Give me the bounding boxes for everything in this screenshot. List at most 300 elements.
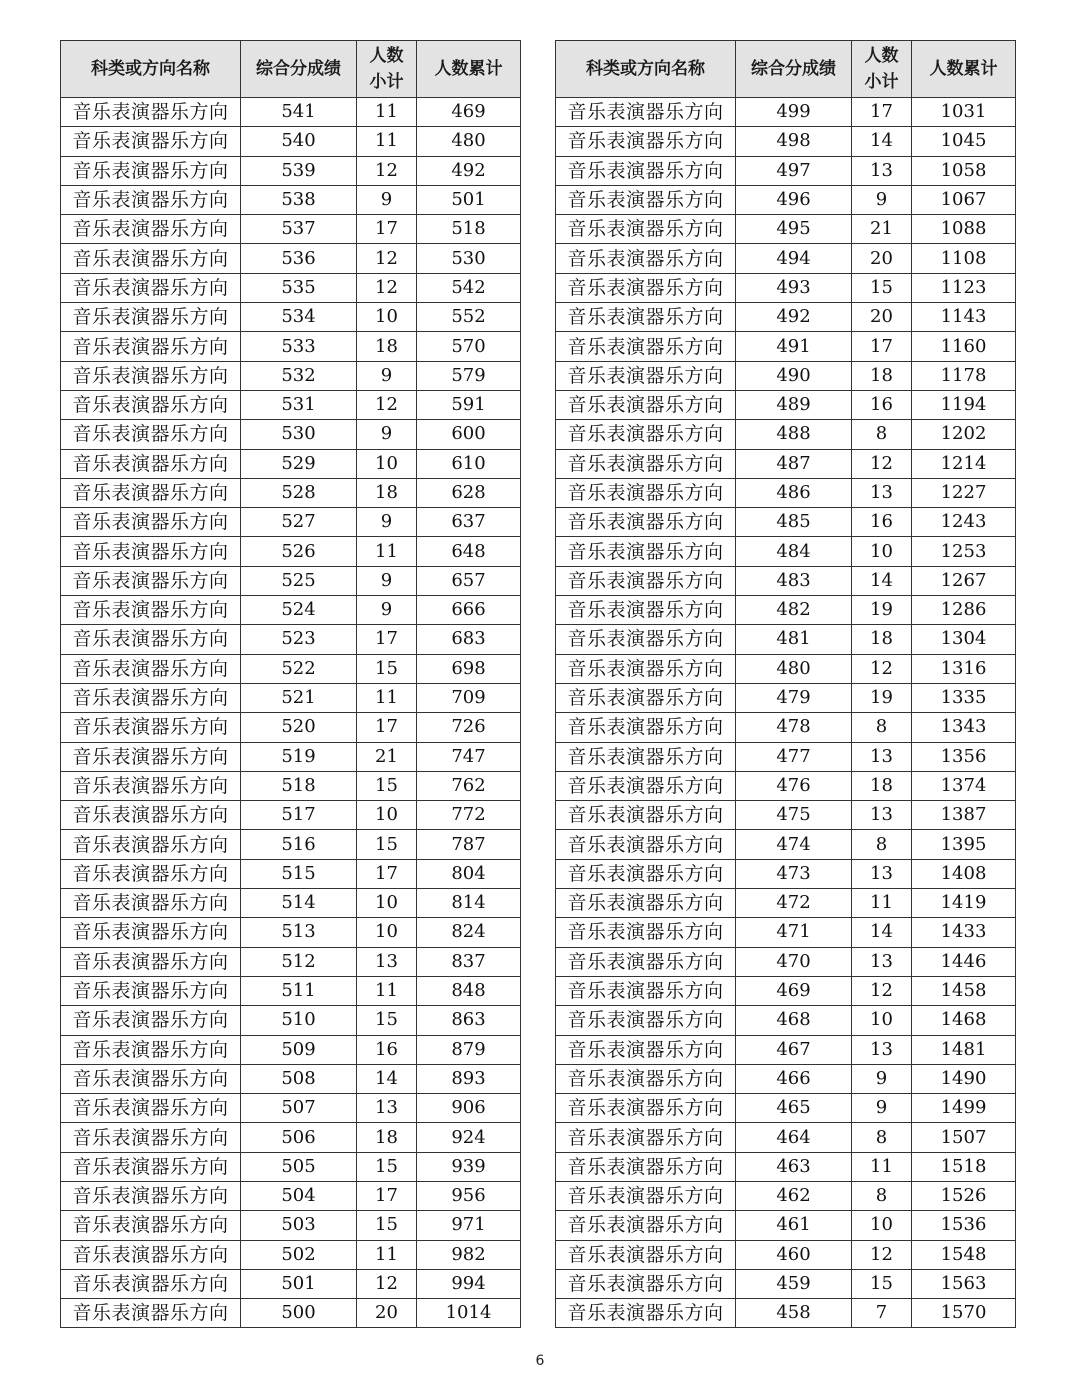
cell-count: 10 xyxy=(357,889,417,918)
cell-score: 498 xyxy=(736,127,852,156)
cell-cumulative: 552 xyxy=(417,303,521,332)
cell-name: 音乐表演器乐方向 xyxy=(556,1006,736,1035)
cell-count: 14 xyxy=(852,918,912,947)
cell-count: 15 xyxy=(357,1006,417,1035)
cell-score: 463 xyxy=(736,1152,852,1181)
cell-name: 音乐表演器乐方向 xyxy=(556,625,736,654)
table-header xyxy=(61,41,521,98)
cell-score: 482 xyxy=(736,596,852,625)
table-row xyxy=(556,713,1016,742)
table-row xyxy=(556,273,1016,302)
cell-name: 音乐表演器乐方向 xyxy=(61,332,241,361)
cell-cumulative: 1202 xyxy=(912,420,1016,449)
table-row xyxy=(61,127,521,156)
cell-score: 481 xyxy=(736,625,852,654)
cell-count: 14 xyxy=(852,127,912,156)
cell-name: 音乐表演器乐方向 xyxy=(61,98,241,127)
table-row xyxy=(61,801,521,830)
cell-count: 21 xyxy=(357,742,417,771)
cell-score: 484 xyxy=(736,537,852,566)
cell-score: 507 xyxy=(241,1094,357,1123)
cell-count: 19 xyxy=(852,596,912,625)
cell-name: 音乐表演器乐方向 xyxy=(61,1123,241,1152)
cell-name: 音乐表演器乐方向 xyxy=(61,1094,241,1123)
cell-cumulative: 1214 xyxy=(912,449,1016,478)
cell-name: 音乐表演器乐方向 xyxy=(61,976,241,1005)
cell-score: 525 xyxy=(241,566,357,595)
cell-score: 496 xyxy=(736,185,852,214)
header-count-line1: 人数 xyxy=(369,46,404,66)
cell-cumulative: 683 xyxy=(417,625,521,654)
cell-count: 10 xyxy=(852,1211,912,1240)
table-row xyxy=(556,1035,1016,1064)
table-row xyxy=(61,683,521,712)
cell-cumulative: 637 xyxy=(417,508,521,537)
cell-score: 513 xyxy=(241,918,357,947)
header-name: 科类或方向名称 xyxy=(556,41,736,98)
cell-name: 音乐表演器乐方向 xyxy=(556,1211,736,1240)
cell-score: 538 xyxy=(241,185,357,214)
table-row xyxy=(61,537,521,566)
header-count xyxy=(852,41,912,98)
header-count-line1: 人数 xyxy=(864,46,899,66)
cell-count: 10 xyxy=(852,537,912,566)
table-header xyxy=(556,41,1016,98)
table-row xyxy=(61,478,521,507)
cell-name: 音乐表演器乐方向 xyxy=(61,1152,241,1181)
cell-name: 音乐表演器乐方向 xyxy=(556,801,736,830)
cell-cumulative: 698 xyxy=(417,654,521,683)
cell-count: 17 xyxy=(357,1181,417,1210)
cell-count: 15 xyxy=(357,771,417,800)
table-row xyxy=(61,244,521,273)
cell-name: 音乐表演器乐方向 xyxy=(61,625,241,654)
header-row xyxy=(61,41,521,98)
cell-count: 17 xyxy=(357,859,417,888)
cell-name: 音乐表演器乐方向 xyxy=(61,683,241,712)
cell-count: 9 xyxy=(357,596,417,625)
cell-cumulative: 530 xyxy=(417,244,521,273)
cell-score: 462 xyxy=(736,1181,852,1210)
cell-count: 12 xyxy=(357,156,417,185)
table-row xyxy=(556,127,1016,156)
cell-name: 音乐表演器乐方向 xyxy=(556,185,736,214)
cell-cumulative: 772 xyxy=(417,801,521,830)
cell-count: 20 xyxy=(357,1299,417,1328)
cell-cumulative: 824 xyxy=(417,918,521,947)
cell-name: 音乐表演器乐方向 xyxy=(556,449,736,478)
cell-cumulative: 570 xyxy=(417,332,521,361)
cell-name: 音乐表演器乐方向 xyxy=(61,889,241,918)
cell-cumulative: 837 xyxy=(417,947,521,976)
table-body xyxy=(61,98,521,1328)
table-row xyxy=(556,859,1016,888)
cell-score: 477 xyxy=(736,742,852,771)
cell-score: 494 xyxy=(736,244,852,273)
cell-name: 音乐表演器乐方向 xyxy=(61,1035,241,1064)
cell-count: 21 xyxy=(852,215,912,244)
cell-score: 468 xyxy=(736,1006,852,1035)
cell-name: 音乐表演器乐方向 xyxy=(556,889,736,918)
cell-score: 520 xyxy=(241,713,357,742)
cell-name: 音乐表演器乐方向 xyxy=(556,1299,736,1328)
score-table-right xyxy=(555,40,1016,1328)
cell-name: 音乐表演器乐方向 xyxy=(556,1240,736,1269)
table-row xyxy=(556,215,1016,244)
table-row xyxy=(556,98,1016,127)
cell-cumulative: 1563 xyxy=(912,1269,1016,1298)
cell-name: 音乐表演器乐方向 xyxy=(556,947,736,976)
cell-count: 11 xyxy=(357,976,417,1005)
cell-count: 9 xyxy=(357,361,417,390)
cell-name: 音乐表演器乐方向 xyxy=(556,537,736,566)
cell-name: 音乐表演器乐方向 xyxy=(556,596,736,625)
cell-score: 508 xyxy=(241,1064,357,1093)
cell-score: 530 xyxy=(241,420,357,449)
table-row xyxy=(61,596,521,625)
cell-score: 471 xyxy=(736,918,852,947)
cell-cumulative: 1507 xyxy=(912,1123,1016,1152)
table-row xyxy=(61,1299,521,1328)
cell-score: 486 xyxy=(736,478,852,507)
cell-count: 11 xyxy=(852,1152,912,1181)
cell-cumulative: 848 xyxy=(417,976,521,1005)
cell-score: 505 xyxy=(241,1152,357,1181)
table-row xyxy=(61,889,521,918)
cell-score: 541 xyxy=(241,98,357,127)
cell-name: 音乐表演器乐方向 xyxy=(61,303,241,332)
cell-name: 音乐表演器乐方向 xyxy=(556,215,736,244)
cell-cumulative: 1227 xyxy=(912,478,1016,507)
table-row xyxy=(556,830,1016,859)
cell-score: 470 xyxy=(736,947,852,976)
cell-cumulative: 747 xyxy=(417,742,521,771)
cell-name: 音乐表演器乐方向 xyxy=(556,742,736,771)
cell-count: 10 xyxy=(852,1006,912,1035)
cell-cumulative: 863 xyxy=(417,1006,521,1035)
table-row xyxy=(61,156,521,185)
cell-name: 音乐表演器乐方向 xyxy=(556,1035,736,1064)
cell-cumulative: 1468 xyxy=(912,1006,1016,1035)
cell-cumulative: 1548 xyxy=(912,1240,1016,1269)
cell-score: 473 xyxy=(736,859,852,888)
table-row xyxy=(61,654,521,683)
cell-cumulative: 600 xyxy=(417,420,521,449)
cell-name: 音乐表演器乐方向 xyxy=(61,947,241,976)
cell-name: 音乐表演器乐方向 xyxy=(556,303,736,332)
cell-count: 13 xyxy=(852,859,912,888)
cell-cumulative: 492 xyxy=(417,156,521,185)
cell-cumulative: 726 xyxy=(417,713,521,742)
cell-count: 18 xyxy=(357,1123,417,1152)
table-row xyxy=(61,918,521,947)
cell-cumulative: 971 xyxy=(417,1211,521,1240)
cell-cumulative: 1526 xyxy=(912,1181,1016,1210)
cell-name: 音乐表演器乐方向 xyxy=(61,449,241,478)
table-row xyxy=(61,566,521,595)
cell-score: 501 xyxy=(241,1269,357,1298)
table-row xyxy=(556,976,1016,1005)
cell-count: 17 xyxy=(357,713,417,742)
cell-score: 536 xyxy=(241,244,357,273)
cell-name: 音乐表演器乐方向 xyxy=(556,683,736,712)
cell-score: 534 xyxy=(241,303,357,332)
cell-count: 8 xyxy=(852,1181,912,1210)
cell-count: 9 xyxy=(357,420,417,449)
cell-count: 9 xyxy=(852,1064,912,1093)
cell-cumulative: 1058 xyxy=(912,156,1016,185)
cell-name: 音乐表演器乐方向 xyxy=(556,273,736,302)
header-count-line2: 小计 xyxy=(864,72,899,92)
cell-count: 17 xyxy=(852,332,912,361)
cell-cumulative: 1387 xyxy=(912,801,1016,830)
table-row xyxy=(61,742,521,771)
table-row xyxy=(61,976,521,1005)
cell-score: 527 xyxy=(241,508,357,537)
cell-score: 504 xyxy=(241,1181,357,1210)
cell-score: 502 xyxy=(241,1240,357,1269)
cell-count: 18 xyxy=(357,332,417,361)
cell-cumulative: 893 xyxy=(417,1064,521,1093)
cell-cumulative: 1088 xyxy=(912,215,1016,244)
cell-count: 11 xyxy=(357,127,417,156)
cell-score: 487 xyxy=(736,449,852,478)
cell-name: 音乐表演器乐方向 xyxy=(61,215,241,244)
cell-score: 517 xyxy=(241,801,357,830)
cell-name: 音乐表演器乐方向 xyxy=(61,244,241,273)
cell-cumulative: 1143 xyxy=(912,303,1016,332)
cell-cumulative: 1031 xyxy=(912,98,1016,127)
cell-count: 11 xyxy=(357,1240,417,1269)
cell-count: 9 xyxy=(852,185,912,214)
cell-count: 18 xyxy=(357,478,417,507)
table-row xyxy=(556,566,1016,595)
cell-count: 9 xyxy=(852,1094,912,1123)
cell-name: 音乐表演器乐方向 xyxy=(61,273,241,302)
table-row xyxy=(61,449,521,478)
cell-score: 488 xyxy=(736,420,852,449)
header-count-line2: 小计 xyxy=(369,72,404,92)
cell-score: 511 xyxy=(241,976,357,1005)
table-row xyxy=(61,1094,521,1123)
cell-cumulative: 1304 xyxy=(912,625,1016,654)
cell-name: 音乐表演器乐方向 xyxy=(61,1064,241,1093)
cell-count: 12 xyxy=(852,976,912,1005)
cell-cumulative: 994 xyxy=(417,1269,521,1298)
table-row xyxy=(61,390,521,419)
cell-count: 14 xyxy=(357,1064,417,1093)
header-cumulative: 人数累计 xyxy=(417,41,521,98)
cell-score: 474 xyxy=(736,830,852,859)
cell-count: 8 xyxy=(852,1123,912,1152)
cell-cumulative: 804 xyxy=(417,859,521,888)
cell-cumulative: 1374 xyxy=(912,771,1016,800)
cell-score: 460 xyxy=(736,1240,852,1269)
cell-cumulative: 1343 xyxy=(912,713,1016,742)
cell-score: 528 xyxy=(241,478,357,507)
cell-name: 音乐表演器乐方向 xyxy=(556,390,736,419)
cell-name: 音乐表演器乐方向 xyxy=(61,771,241,800)
cell-score: 485 xyxy=(736,508,852,537)
cell-cumulative: 814 xyxy=(417,889,521,918)
cell-cumulative: 1458 xyxy=(912,976,1016,1005)
cell-count: 20 xyxy=(852,303,912,332)
cell-cumulative: 1178 xyxy=(912,361,1016,390)
cell-count: 13 xyxy=(852,801,912,830)
table-row xyxy=(556,1006,1016,1035)
header-name: 科类或方向名称 xyxy=(61,41,241,98)
table-row xyxy=(556,478,1016,507)
table-row xyxy=(61,508,521,537)
cell-name: 音乐表演器乐方向 xyxy=(61,390,241,419)
cell-score: 490 xyxy=(736,361,852,390)
cell-score: 514 xyxy=(241,889,357,918)
cell-count: 17 xyxy=(852,98,912,127)
cell-cumulative: 1045 xyxy=(912,127,1016,156)
table-row xyxy=(556,420,1016,449)
cell-score: 476 xyxy=(736,771,852,800)
cell-cumulative: 1194 xyxy=(912,390,1016,419)
cell-count: 12 xyxy=(852,654,912,683)
cell-score: 523 xyxy=(241,625,357,654)
cell-cumulative: 1481 xyxy=(912,1035,1016,1064)
table-row xyxy=(556,1152,1016,1181)
cell-cumulative: 501 xyxy=(417,185,521,214)
cell-count: 11 xyxy=(357,683,417,712)
table-row xyxy=(61,1211,521,1240)
score-table-left xyxy=(60,40,521,1328)
cell-cumulative: 1518 xyxy=(912,1152,1016,1181)
cell-score: 531 xyxy=(241,390,357,419)
cell-name: 音乐表演器乐方向 xyxy=(556,1123,736,1152)
cell-name: 音乐表演器乐方向 xyxy=(61,127,241,156)
cell-name: 音乐表演器乐方向 xyxy=(556,976,736,1005)
cell-name: 音乐表演器乐方向 xyxy=(556,244,736,273)
cell-cumulative: 469 xyxy=(417,98,521,127)
cell-cumulative: 1267 xyxy=(912,566,1016,595)
table-row xyxy=(556,185,1016,214)
table-row xyxy=(556,742,1016,771)
cell-count: 17 xyxy=(357,215,417,244)
cell-score: 506 xyxy=(241,1123,357,1152)
table-row xyxy=(556,654,1016,683)
cell-count: 9 xyxy=(357,185,417,214)
table-row xyxy=(61,713,521,742)
cell-score: 465 xyxy=(736,1094,852,1123)
cell-cumulative: 982 xyxy=(417,1240,521,1269)
table-row xyxy=(61,98,521,127)
cell-cumulative: 1419 xyxy=(912,889,1016,918)
cell-cumulative: 1316 xyxy=(912,654,1016,683)
cell-cumulative: 1433 xyxy=(912,918,1016,947)
cell-score: 499 xyxy=(736,98,852,127)
cell-score: 524 xyxy=(241,596,357,625)
table-row xyxy=(556,801,1016,830)
cell-count: 17 xyxy=(357,625,417,654)
cell-count: 8 xyxy=(852,713,912,742)
cell-count: 13 xyxy=(852,947,912,976)
cell-score: 479 xyxy=(736,683,852,712)
cell-name: 音乐表演器乐方向 xyxy=(556,713,736,742)
table-row xyxy=(556,1211,1016,1240)
cell-count: 15 xyxy=(357,654,417,683)
cell-cumulative: 924 xyxy=(417,1123,521,1152)
cell-name: 音乐表演器乐方向 xyxy=(556,98,736,127)
cell-score: 466 xyxy=(736,1064,852,1093)
cell-name: 音乐表演器乐方向 xyxy=(61,859,241,888)
table-row xyxy=(556,244,1016,273)
cell-count: 9 xyxy=(357,566,417,595)
table-row xyxy=(61,1064,521,1093)
table-row xyxy=(61,1152,521,1181)
cell-cumulative: 879 xyxy=(417,1035,521,1064)
table-row xyxy=(61,185,521,214)
table-row xyxy=(556,683,1016,712)
table-row xyxy=(61,859,521,888)
table-row xyxy=(61,1269,521,1298)
table-row xyxy=(556,1299,1016,1328)
cell-cumulative: 628 xyxy=(417,478,521,507)
cell-name: 音乐表演器乐方向 xyxy=(61,713,241,742)
cell-count: 15 xyxy=(357,830,417,859)
table-row xyxy=(556,537,1016,566)
cell-score: 469 xyxy=(736,976,852,1005)
cell-cumulative: 1356 xyxy=(912,742,1016,771)
cell-name: 音乐表演器乐方向 xyxy=(61,742,241,771)
cell-name: 音乐表演器乐方向 xyxy=(556,420,736,449)
header-cumulative: 人数累计 xyxy=(912,41,1016,98)
cell-cumulative: 610 xyxy=(417,449,521,478)
cell-cumulative: 1286 xyxy=(912,596,1016,625)
cell-cumulative: 1160 xyxy=(912,332,1016,361)
cell-name: 音乐表演器乐方向 xyxy=(556,127,736,156)
cell-score: 478 xyxy=(736,713,852,742)
cell-score: 483 xyxy=(736,566,852,595)
header-score: 综合分成绩 xyxy=(241,41,357,98)
table-row xyxy=(61,273,521,302)
cell-score: 503 xyxy=(241,1211,357,1240)
table-row xyxy=(556,1123,1016,1152)
cell-count: 15 xyxy=(357,1211,417,1240)
cell-score: 510 xyxy=(241,1006,357,1035)
cell-count: 13 xyxy=(852,156,912,185)
cell-score: 518 xyxy=(241,771,357,800)
cell-count: 12 xyxy=(357,1269,417,1298)
cell-cumulative: 1446 xyxy=(912,947,1016,976)
table-row xyxy=(61,215,521,244)
cell-count: 13 xyxy=(852,1035,912,1064)
table-row xyxy=(556,1181,1016,1210)
header-count xyxy=(357,41,417,98)
cell-name: 音乐表演器乐方向 xyxy=(61,1181,241,1210)
table-row xyxy=(61,332,521,361)
table-row xyxy=(61,1240,521,1269)
table-row xyxy=(556,449,1016,478)
cell-count: 12 xyxy=(357,244,417,273)
table-row xyxy=(556,332,1016,361)
cell-score: 540 xyxy=(241,127,357,156)
table-row xyxy=(61,830,521,859)
cell-name: 音乐表演器乐方向 xyxy=(61,156,241,185)
cell-name: 音乐表演器乐方向 xyxy=(61,1006,241,1035)
cell-count: 9 xyxy=(357,508,417,537)
cell-cumulative: 657 xyxy=(417,566,521,595)
cell-name: 音乐表演器乐方向 xyxy=(61,918,241,947)
cell-count: 13 xyxy=(852,742,912,771)
table-row xyxy=(61,1123,521,1152)
cell-count: 16 xyxy=(357,1035,417,1064)
cell-score: 533 xyxy=(241,332,357,361)
